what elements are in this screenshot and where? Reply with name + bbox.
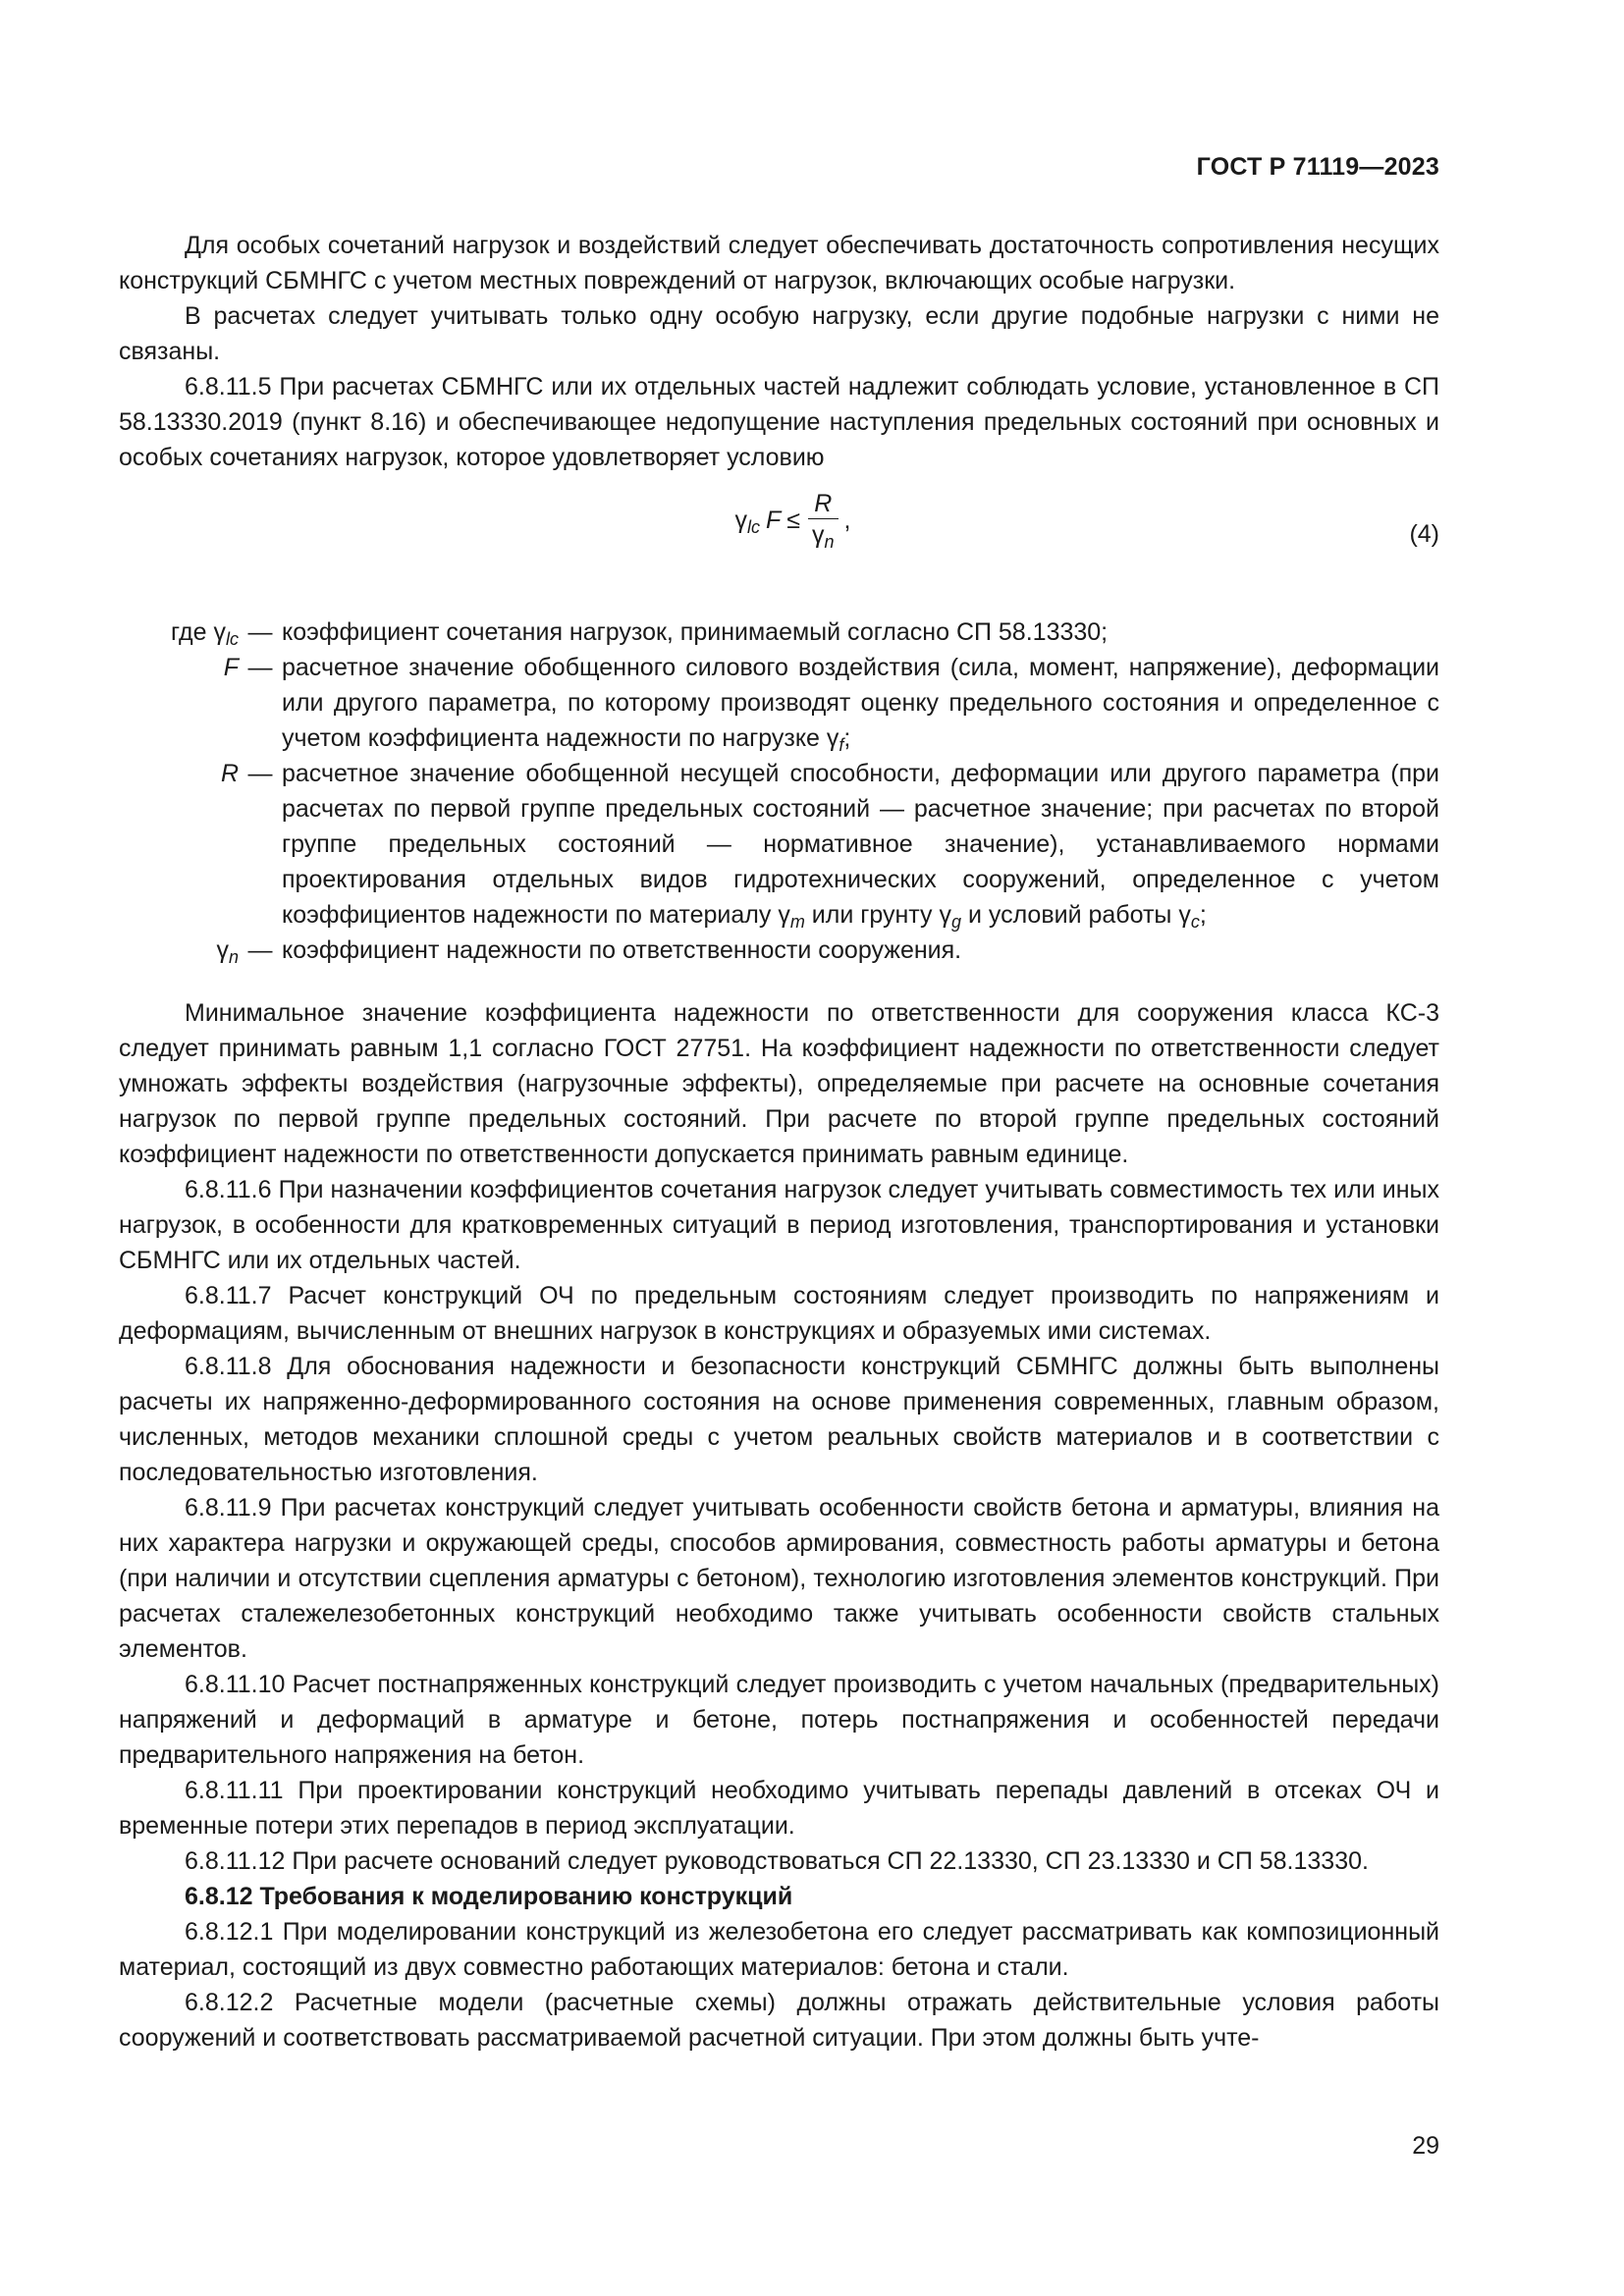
section-heading: 6.8.12 Требования к моделированию конструкций xyxy=(185,1883,793,1910)
gamma-symbol: γ xyxy=(778,901,790,929)
paragraph: 6.8.11.12 При расчете оснований следует руководствоваться СП 22.13330, СП 23.13330 и СП 58.13330. xyxy=(185,1847,1369,1875)
symbol-R: R xyxy=(220,760,239,787)
subscript-n: n xyxy=(824,532,835,552)
definition-F xyxy=(119,650,1439,756)
definition-symbol xyxy=(119,756,239,933)
definition-text: коэффициент сочетания нагрузок, принимаемый согласно СП 58.13330; xyxy=(282,618,1109,646)
definition-text-part: или грунту xyxy=(811,901,933,929)
definition-symbol xyxy=(119,614,239,650)
gamma-symbol: γ xyxy=(216,936,229,964)
paragraph: 6.8.12.2 Расчетные модели (расчетные схемы) должны отражать действительные условия работы сооружений и соответствовать рассматриваемой расчетной ситуации. При этом должны быть учте- xyxy=(119,1989,1439,2052)
fraction xyxy=(808,489,839,551)
where-word: где xyxy=(171,618,207,646)
definition-dash: — xyxy=(247,936,273,964)
definition-dash: — xyxy=(247,654,273,681)
paragraph: 6.8.12.1 При моделировании конструкций из железобетона его следует рассматривать как композиционный материал, состоящий из двух совместно работающих материалов: бетона и стали. xyxy=(119,1918,1439,1981)
definition-text xyxy=(282,650,1439,756)
paragraph: 6.8.11.7 Расчет конструкций ОЧ по предельным состояниям следует производить по напряжениям и деформациям, вычисленным от внешних нагрузок в конструкциях и образуемых ими системах. xyxy=(119,1282,1439,1345)
gamma-symbol: γ xyxy=(734,506,747,534)
numerator-R: R xyxy=(814,490,833,517)
definitions-list xyxy=(119,614,1439,968)
semicolon: ; xyxy=(1199,901,1207,929)
definition-n xyxy=(119,933,1439,968)
subscript-lc: lc xyxy=(747,516,760,537)
subscript-c: c xyxy=(1190,912,1200,932)
formula-F: F xyxy=(766,506,782,534)
paragraph: 6.8.11.6 При назначении коэффициентов сочетания нагрузок следует учитывать совместимость тех или иных нагрузок, в особенности для кратковременных ситуаций в период изготовления, транспортирования и установки СБМНГС или их отдельных частей. xyxy=(119,1176,1439,1274)
definition-lc xyxy=(119,614,1439,650)
paragraph: Минимальное значение коэффициента надежности по ответственности для сооружения класса КС-3 следует принимать равным 1,1 согласно ГОСТ 27751. На коэффициент надежности по ответственности следует умножать эффекты воздействия (нагрузочные эффекты), определяемые при расчете на основные сочетания нагрузок по первой группе предельных состояний. При расчете по второй группе предельных состояний коэффициент надежности по ответственности допускается принимать равным единице. xyxy=(119,999,1439,1168)
document-body xyxy=(119,228,1439,2056)
paragraph: 6.8.11.8 Для обоснования надежности и безопасности конструкций СБМНГС должны быть выполнены расчеты их напряженно-деформированного состояния на основе применения современных, главным образом, численных, методов механики сплошной среды с учетом реальных свойств материалов и в соответствии с последовательностью изготовления. xyxy=(119,1353,1439,1486)
paragraph: 6.8.11.5 При расчетах СБМНГС или их отдельных частей надлежит соблюдать условие, установленное в СП 58.13330.2019 (пункт 8.16) и обеспечивающее недопущение наступления предельных состояний при основных и особых сочетаниях нагрузок, которое удовлетворяет условию xyxy=(119,373,1439,471)
subscript-f: f xyxy=(839,735,844,755)
semicolon: ; xyxy=(843,724,851,752)
definition-R xyxy=(119,756,1439,933)
gamma-symbol: γ xyxy=(213,618,226,646)
definition-text: коэффициент надежности по ответственности сооружения. xyxy=(282,936,962,964)
formula-expression xyxy=(119,489,1439,551)
paragraph: 6.8.11.9 При расчетах конструкций следует учитывать особенности свойств бетона и арматуры, влияния на них характера нагрузки и окружающей среды, способов армирования, совместность работы арматуры и бетона (при наличии и отсутствии сцепления арматуры с бетоном), технологию изготовления элементов конструкций. При расчетах сталежелезобетонных конструкций необходимо также учитывать особенности свойств стальных элементов. xyxy=(119,1494,1439,1663)
gamma-symbol: γ xyxy=(812,521,825,549)
subscript-n: n xyxy=(228,947,239,967)
definition-text-part: расчетное значение обобщенного силового воздействия (сила, момент, напряжение), деформации или другого параметра, по которому производят оценку предельного состояния и определенное с учетом коэффициента надежности по нагрузке xyxy=(282,654,1439,752)
gamma-symbol: γ xyxy=(939,901,951,929)
paragraph: 6.8.11.11 При проектировании конструкций необходимо учитывать перепады давлений в отсеках ОЧ и временные потери этих перепадов в период эксплуатации. xyxy=(119,1777,1439,1840)
paragraph: 6.8.11.10 Расчет постнапряженных конструкций следует производить с учетом начальных (предварительных) напряжений и деформаций в арматуре и бетоне, потерь постнапряжения и особенностей передачи предварительного напряжения на бетон. xyxy=(119,1671,1439,1769)
definition-text-part: и условий работы xyxy=(967,901,1172,929)
formula-4 xyxy=(119,489,1439,585)
subscript-lc: lc xyxy=(226,629,239,649)
definition-symbol xyxy=(119,933,239,968)
definition-text-part: расчетное значение обобщенной несущей способности, деформации или другого параметра (при расчетах по первой группе предельных состояний — расчетное значение; при расчетах по второй группе предельных состояний — нормативное значение), устанавливаемого нормами проектирования отдельных видов гидротехнических сооружений, определенное с учетом коэффициентов надежности по материалу xyxy=(282,760,1439,929)
formula-lhs xyxy=(735,503,761,538)
gamma-symbol: γ xyxy=(826,724,839,752)
gamma-symbol: γ xyxy=(1178,901,1191,929)
definition-text xyxy=(282,756,1439,933)
denominator xyxy=(808,518,839,551)
paragraph: В расчетах следует учитывать только одну особую нагрузку, если другие подобные нагрузки с ними не связаны. xyxy=(119,302,1439,365)
equation-number: (4) xyxy=(1409,520,1439,548)
subscript-m: m xyxy=(789,912,805,932)
le-sign: ≤ xyxy=(786,506,801,534)
paragraph: Для особых сочетаний нагрузок и воздействий следует обеспечивать достаточность сопротивления несущих конструкций СБМНГС с учетом местных повреждений от нагрузок, включающих особые нагрузки. xyxy=(119,232,1439,294)
definition-symbol xyxy=(119,650,239,756)
definition-dash: — xyxy=(247,760,273,787)
page-number: 29 xyxy=(1412,2132,1439,2160)
subscript-g: g xyxy=(950,912,961,932)
symbol-F: F xyxy=(223,654,239,681)
formula-comma: , xyxy=(843,506,851,534)
document-header: ГОСТ Р 71119—2023 xyxy=(1196,153,1439,181)
definition-dash: — xyxy=(247,618,273,646)
